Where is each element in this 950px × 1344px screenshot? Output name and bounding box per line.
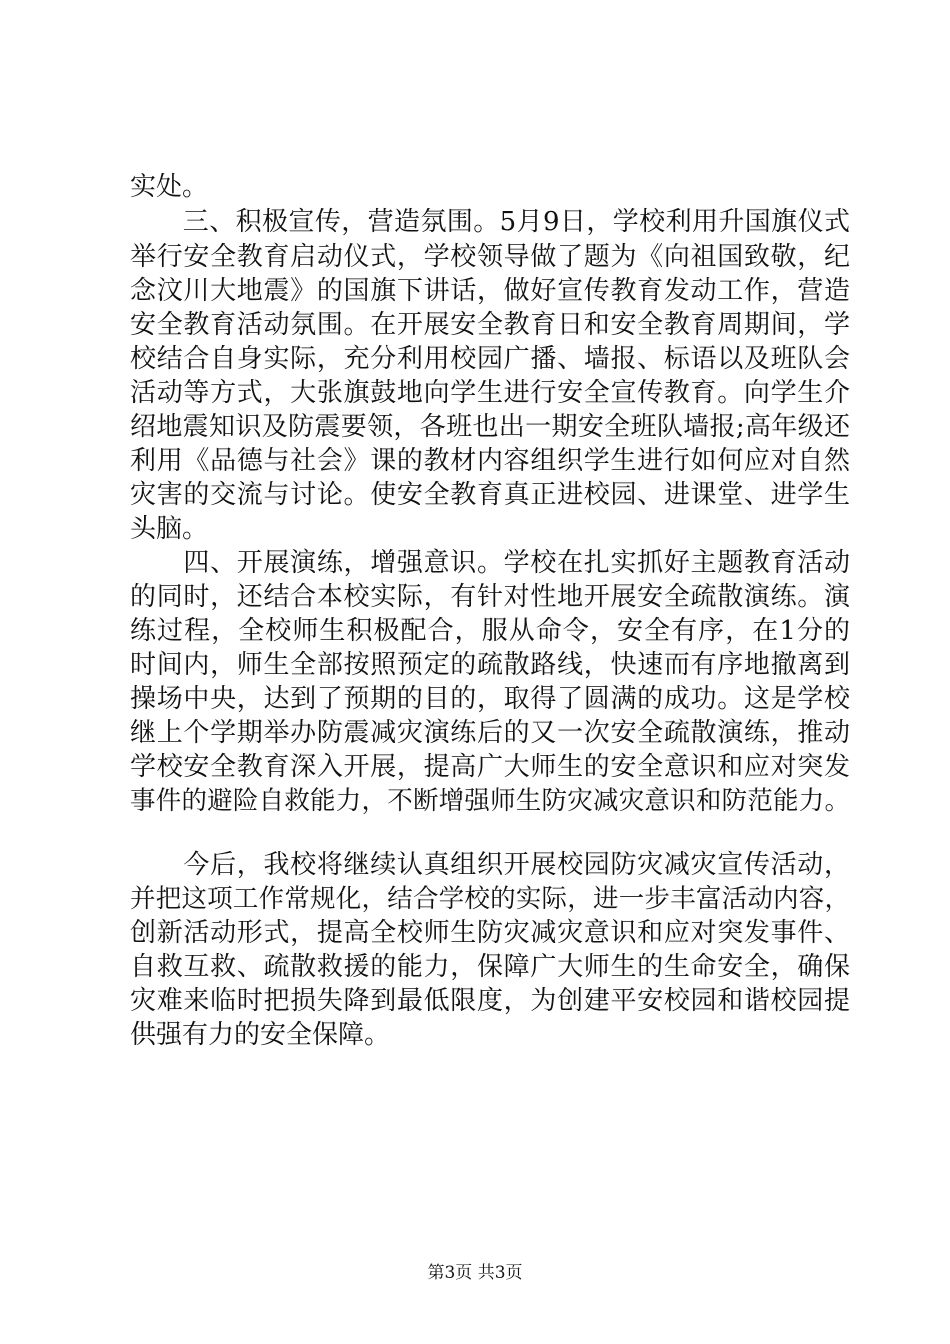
paragraph-line: 自救互救、疏散救援的能力，保障广大师生的生命安全，确保 bbox=[130, 952, 850, 982]
paragraph-line: 继上个学期举办防震减灾演练后的又一次安全疏散演练，推动 bbox=[130, 718, 850, 748]
paragraph-line: 活动等方式，大张旗鼓地向学生进行安全宣传教育。向学生介 bbox=[130, 378, 850, 408]
paragraph-line: 并把这项工作常规化，结合学校的实际，进一步丰富活动内容， bbox=[130, 884, 850, 914]
paragraph-line: 的同时，还结合本校实际，有针对性地开展安全疏散演练。演 bbox=[130, 582, 850, 612]
paragraph-line: 学校安全教育深入开展，提高广大师生的安全意识和应对突发 bbox=[130, 752, 850, 782]
paragraph-line: 实处。 bbox=[130, 172, 209, 202]
paragraph-line: 举行安全教育启动仪式，学校领导做了题为《向祖国致敬，纪 bbox=[130, 242, 850, 272]
paragraph-line: 绍地震知识及防震要领，各班也出一期安全班队墙报;高年级还 bbox=[130, 412, 850, 442]
paragraph-line: 灾难来临时把损失降到最低限度，为创建平安校园和谐校园提 bbox=[130, 986, 850, 1016]
paragraph-line: 利用《品德与社会》课的教材内容组织学生进行如何应对自然 bbox=[130, 446, 850, 476]
paragraph-line: 今后，我校将继续认真组织开展校园防灾减灾宣传活动， bbox=[130, 850, 850, 880]
paragraph-line: 创新活动形式，提高全校师生防灾减灾意识和应对突发事件、 bbox=[130, 918, 850, 948]
paragraph-line: 供强有力的安全保障。 bbox=[130, 1020, 391, 1050]
paragraph-line: 时间内，师生全部按照预定的疏散路线，快速而有序地撤离到 bbox=[130, 650, 850, 680]
paragraph-line: 头脑。 bbox=[130, 514, 209, 544]
paragraph-line: 念汶川大地震》的国旗下讲话，做好宣传教育发动工作，营造 bbox=[130, 276, 850, 306]
paragraph-line: 三、积极宣传，营造氛围。5月9日，学校利用升国旗仪式 bbox=[130, 207, 850, 237]
page-number-footer: 第3页 共3页 bbox=[427, 1263, 523, 1283]
paragraph-line: 灾害的交流与讨论。使安全教育真正进校园、进课堂、进学生 bbox=[130, 480, 850, 510]
paragraph-line: 安全教育活动氛围。在开展安全教育日和安全教育周期间，学 bbox=[130, 310, 850, 340]
paragraph-line: 事件的避险自救能力，不断增强师生防灾减灾意识和防范能力。 bbox=[130, 786, 850, 816]
paragraph-line: 操场中央，达到了预期的目的，取得了圆满的成功。这是学校 bbox=[130, 684, 850, 714]
paragraph-line: 练过程，全校师生积极配合，服从命令，安全有序，在1分的 bbox=[130, 616, 850, 646]
paragraph-line: 四、开展演练，增强意识。学校在扎实抓好主题教育活动 bbox=[130, 548, 850, 578]
paragraph-line: 校结合自身实际，充分利用校园广播、墙报、标语以及班队会 bbox=[130, 344, 850, 374]
